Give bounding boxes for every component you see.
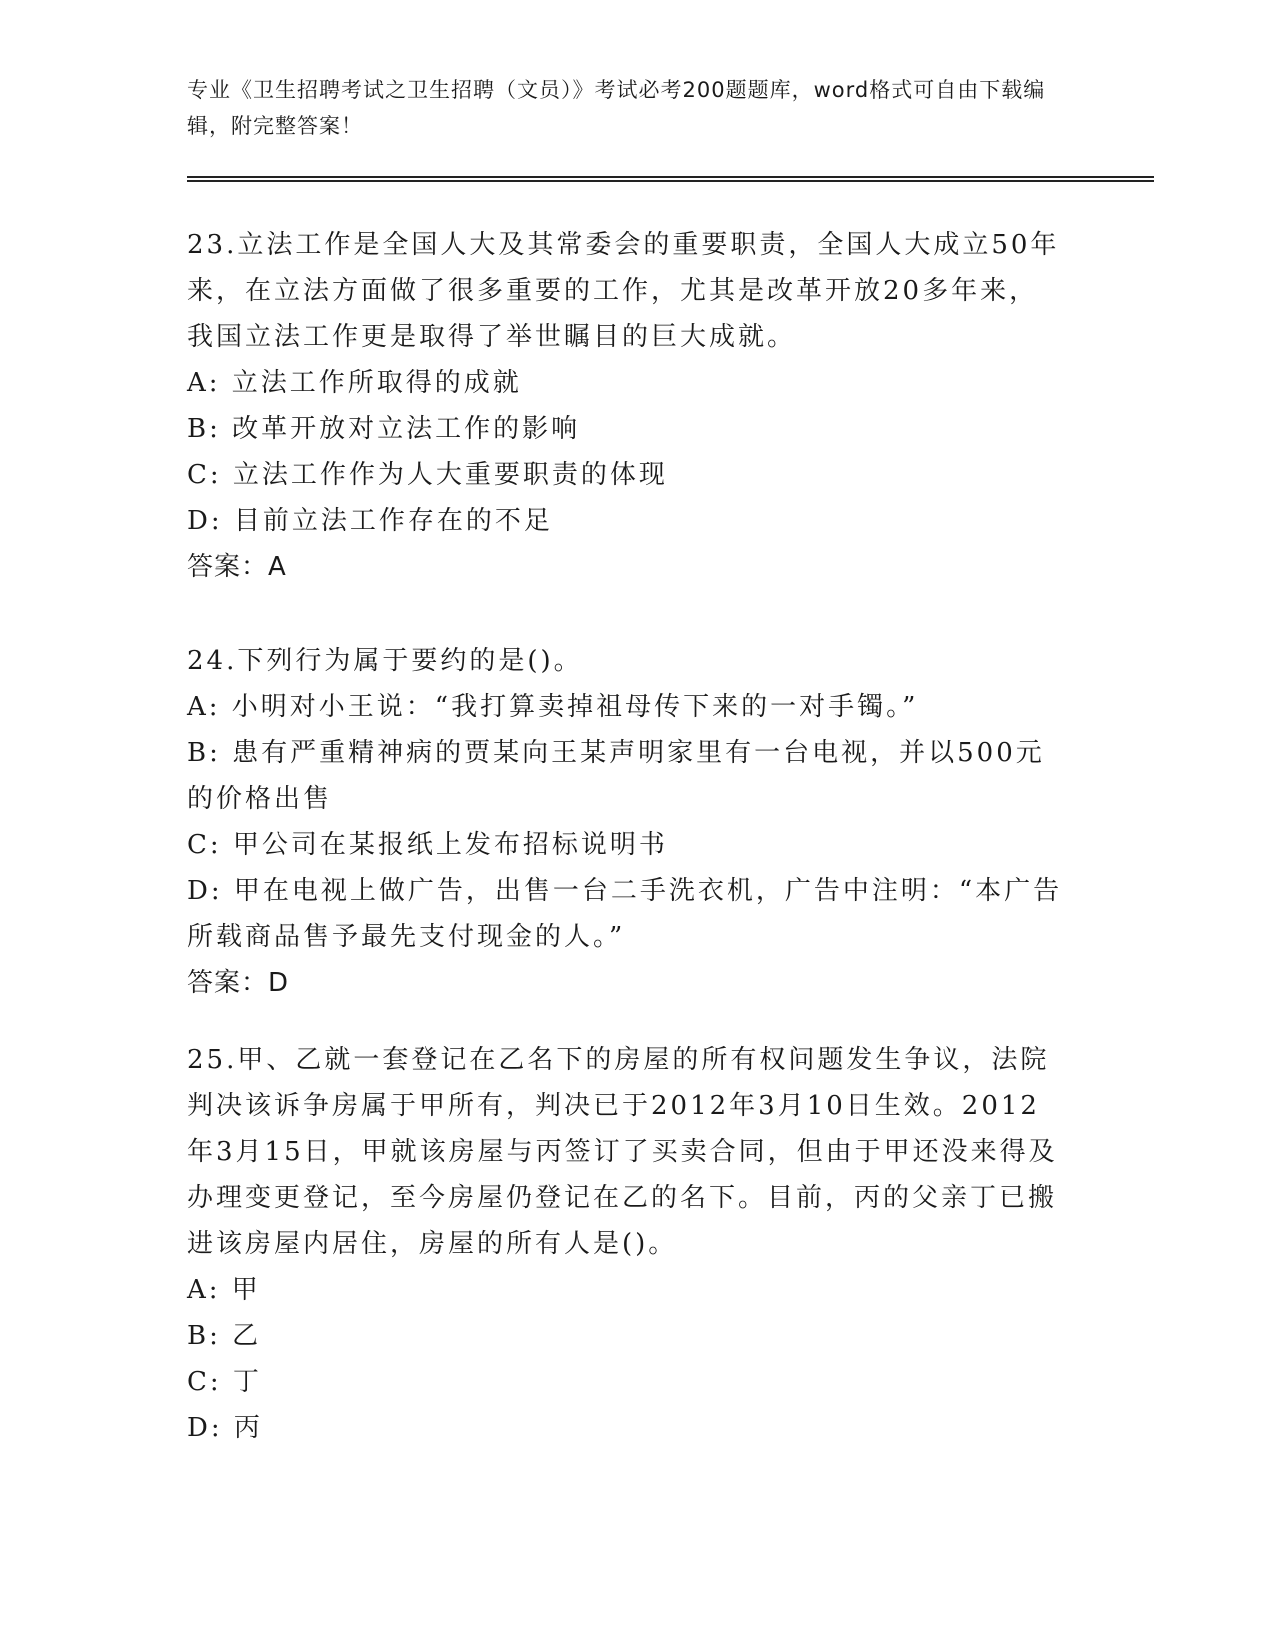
question-25	[187, 1037, 1067, 1451]
header-text: 专业《卫生招聘考试之卫生招聘（文员）》考试必考200题题库，word格式可自由下载编辑，附完整答案！	[187, 78, 1046, 138]
option-a: A: 立法工作所取得的成就	[187, 368, 522, 398]
option-c: C: 丁	[187, 1367, 262, 1397]
option-d: D: 甲在电视上做广告，出售一台二手洗衣机，广告中注明：“本广告所载商品售予最先支付现金的人。”	[187, 876, 1063, 952]
question-stem: 24.下列行为属于要约的是()。	[187, 646, 583, 676]
option-d: D: 目前立法工作存在的不足	[187, 506, 553, 536]
option-c: C: 甲公司在某报纸上发布招标说明书	[187, 830, 668, 860]
question-23	[187, 222, 1067, 590]
option-b: B: 改革开放对立法工作的影响	[187, 414, 581, 444]
option-b: B: 患有严重精神病的贾某向王某声明家里有一台电视，并以500元的价格出售	[187, 738, 1045, 814]
question-24	[187, 638, 1067, 1006]
option-b: B: 乙	[187, 1321, 262, 1351]
question-stem: 25.甲、乙就一套登记在乙名下的房屋的所有权问题发生争议，法院判决该诉争房属于甲所有，判决已于2012年3月10日生效。2012年3月15日，甲就该房屋与丙签订了买卖合同，但由于甲还没来得及办理变更登记，至今房屋仍登记在乙的名下。目前，丙的父亲丁已搬进该房屋内居住，房屋的所有人是()。	[187, 1045, 1058, 1259]
answer-line: 答案：A	[187, 552, 287, 582]
question-stem: 23.立法工作是全国人大及其常委会的重要职责，全国人大成立50年来，在立法方面做了很多重要的工作，尤其是改革开放20多年来，我国立法工作更是取得了举世瞩目的巨大成就。	[187, 230, 1060, 352]
answer-line: 答案：D	[187, 968, 290, 998]
header-divider	[187, 176, 1154, 182]
option-a: A: 小明对小王说：“我打算卖掉祖母传下来的一对手镯。”	[187, 692, 919, 722]
document-header	[187, 72, 1067, 144]
option-c: C: 立法工作作为人大重要职责的体现	[187, 460, 668, 490]
option-a: A: 甲	[187, 1275, 261, 1305]
option-d: D: 丙	[187, 1413, 263, 1443]
